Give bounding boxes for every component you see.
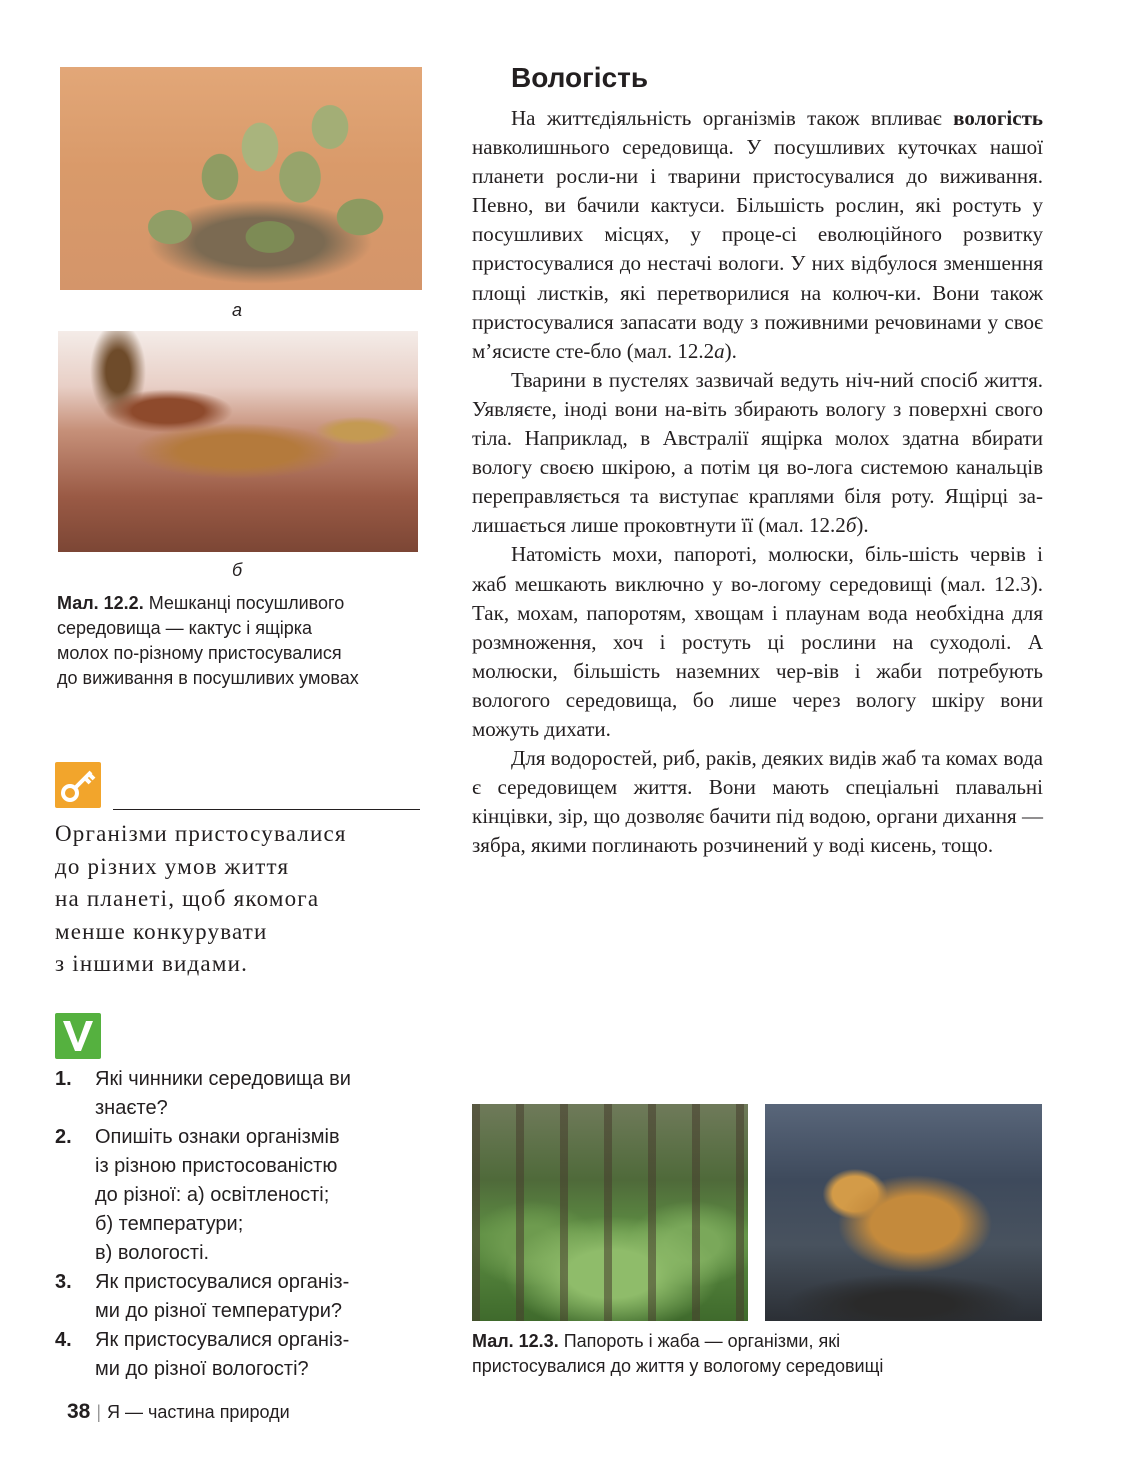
question-line: Як пристосувалися організ- bbox=[95, 1329, 350, 1351]
toad-photo bbox=[765, 1104, 1042, 1321]
text-run: ). bbox=[724, 338, 737, 363]
key-note-rule bbox=[113, 809, 420, 810]
key-icon bbox=[55, 762, 101, 808]
question-line: із різною пристосованістю bbox=[95, 1155, 338, 1177]
question-number: 1. bbox=[55, 1068, 72, 1090]
caption-line: молох по-різному пристосувалися bbox=[57, 643, 342, 663]
question-line: Опишіть ознаки організмів bbox=[95, 1126, 340, 1148]
paragraph-1 bbox=[472, 104, 1043, 366]
key-note-line: до різних умов життя bbox=[55, 853, 290, 879]
questions-list bbox=[55, 1065, 435, 1384]
text-run: ). bbox=[856, 513, 869, 538]
text-run: навколишнього середовища. У посушливих куточках нашої планети росли-ни і тварини пристосувалися до виживання. Певно, ви бачили кактуси. Більшість рослин, які ростуть у посушливих місцях, у проце-сі еволюційного розвитку пристосувалися до нестачі вологи. У них відбулося зменшення площі листків, які перетворилися на колюч-ки. Вони також пристосувалися запасати воду з поживними речовинами у своє м’ясисте сте-бло (мал. 12.2 bbox=[472, 135, 1043, 363]
question-item bbox=[55, 1268, 435, 1326]
question-line: в) вологості. bbox=[95, 1242, 210, 1264]
paragraph-4: Для водоростей, риб, раків, деяких видів жаб та комах вода є середовищем життя. Вони мають спеціальні плавальні кінцівки, зір, що дозволяє бачити під водою, органи дихання — зябра, якими поглинають розчинений у воді кисень, тощо. bbox=[472, 746, 1043, 858]
text-run: Тварини в пустелях зазвичай ведуть ніч-ний спосіб життя. Уявляєте, іноді вони на-віть збирають вологу з поверхні свого тіла. Наприклад, в Австралії ящірка молох здатна вбирати вологу своєю шкірою, а потім ця во-лога системою канальців переправляється та виступає краплями біля роту. Ящірці за-лишається лише проковтнути її (мал. 12.2 bbox=[472, 367, 1043, 538]
text-run: На життєдіяльність організмів також впливає bbox=[511, 106, 954, 130]
question-item bbox=[55, 1326, 435, 1384]
caption-prefix: Мал. 12.2. bbox=[57, 593, 144, 613]
bold-term: вологість bbox=[953, 106, 1043, 130]
key-note-text bbox=[55, 818, 425, 981]
figure-label-b: б bbox=[232, 560, 243, 580]
key-note-line: менше конкурувати bbox=[55, 918, 268, 944]
question-number: 3. bbox=[55, 1271, 72, 1293]
fern-photo bbox=[472, 1104, 748, 1321]
check-icon bbox=[55, 1013, 101, 1059]
section-heading: Вологість bbox=[511, 62, 649, 93]
caption-line: середовища — кактус і ящірка bbox=[57, 618, 313, 638]
paragraph-2 bbox=[472, 366, 1043, 541]
question-number: 2. bbox=[55, 1126, 72, 1148]
thorny-devil-lizard-photo bbox=[58, 331, 418, 552]
question-line: до різної: а) освітленості; bbox=[95, 1184, 330, 1206]
question-line: ми до різної вологості? bbox=[95, 1358, 309, 1380]
key-note-line: Організми пристосувалися bbox=[55, 821, 347, 846]
question-item bbox=[55, 1065, 435, 1123]
italic-letter: а bbox=[714, 338, 725, 363]
caption-prefix: Мал. 12.3. bbox=[472, 1331, 559, 1351]
cactus-photo bbox=[60, 67, 422, 290]
paragraph-3: Натомість мохи, папороті, молюски, біль-шість червів і жаб мешкають виключно у во-логому середовищі (мал. 12.3). Так, мохам, папоротям, хвощам і плаунам вода необхідна для розмноження, хоч і ростуть ці рослини на суходолі. А молюски, більшість наземних чер-вів і жаби потребують вологого середовища, бо лише через вологу шкіру вони можуть дихати. bbox=[472, 542, 1043, 741]
question-line: Як пристосувалися організ- bbox=[95, 1271, 350, 1293]
italic-letter: б bbox=[845, 513, 857, 538]
chapter-title: Я — частина природи bbox=[107, 1402, 290, 1422]
key-note-line: з іншими видами. bbox=[55, 951, 249, 976]
figure-label-a: а bbox=[232, 300, 243, 320]
question-line: Які чинники середовища ви bbox=[95, 1068, 351, 1090]
caption-line: Мешканці посушливого bbox=[148, 593, 345, 613]
question-item bbox=[55, 1123, 435, 1268]
question-line: ми до різної температури? bbox=[95, 1300, 342, 1322]
figure-12-2-caption bbox=[57, 591, 437, 691]
key-note-line: на планеті, щоб якомога bbox=[55, 886, 320, 911]
question-line: б) температури; bbox=[95, 1213, 244, 1235]
caption-line: Папороть і жаба — організми, які bbox=[563, 1331, 841, 1351]
section-body bbox=[472, 104, 1043, 860]
question-line: знаєте? bbox=[95, 1097, 168, 1119]
page-number: 38 bbox=[67, 1400, 91, 1423]
question-number: 4. bbox=[55, 1329, 72, 1351]
figure-12-3-caption bbox=[472, 1329, 1072, 1379]
caption-line: до виживання в посушливих умовах bbox=[57, 668, 359, 688]
caption-line: пристосувалися до життя у вологому середовищі bbox=[472, 1356, 884, 1376]
page-footer bbox=[67, 1400, 290, 1424]
footer-separator: | bbox=[96, 1402, 102, 1422]
